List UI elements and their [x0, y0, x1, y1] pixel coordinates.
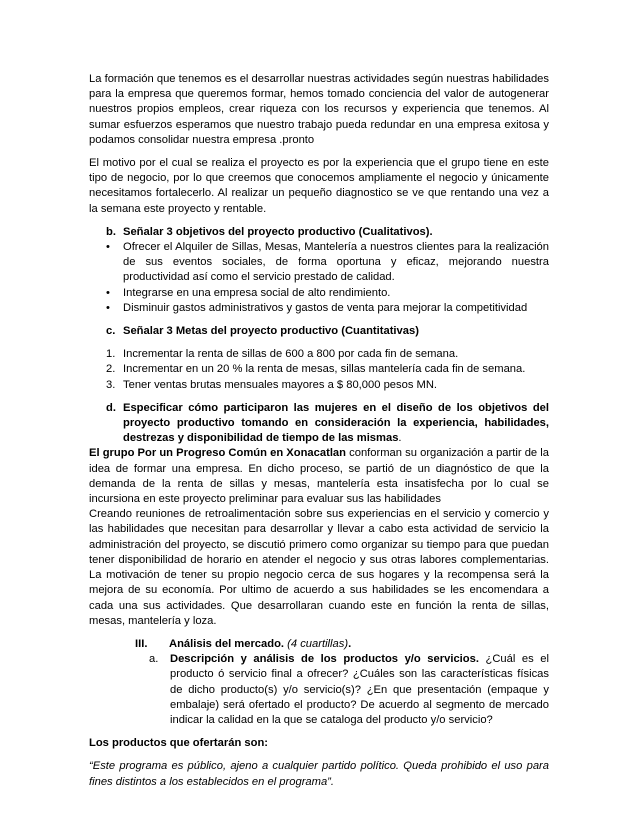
women-heading-label: d.	[106, 401, 116, 414]
objectives-heading	[89, 225, 549, 240]
list-item: • Ofrecer el Alquiler de Sillas, Mesas, Mantelería a nuestros clientes para la realización de sus eventos sociales, de forma oportuna y eficaz, mejorando nuestra productividad así como el servicio prestado de calidad.	[106, 240, 549, 286]
motive-paragraph: El motivo por el cual se realiza el proyecto es por la experiencia que el grupo tiene en este tipo de negocio, por lo que creemos que conocemos ampliamente el negocio y únicamente necesitamos fortalecerlo. Al realizar un pequeño diagnostico se ve que rentando una vez a la semana este proyecto y rentable.	[89, 157, 549, 215]
bullet-icon: •	[106, 286, 110, 299]
goals-heading	[89, 324, 549, 339]
list-item: 3. Tener ventas brutas mensuales mayores a $ 80,000 pesos MN.	[106, 378, 438, 391]
intro-paragraph: La formación que tenemos es el desarrollar nuestras actividades según nuestras habilidades para la empresa que queremos formar, hemos tomado conciencia del valor de autogenerar nuestros propios empleos, crear riqueza con los recursos y experiencia que tenemos. Al sumar esfuerzos esperamos que nuestro trabajo pueda redundar en una empresa exitosa y podamos consolidar nuestra empresa .pronto	[89, 73, 549, 146]
market-analysis-label: III.	[135, 637, 148, 650]
objectives-heading-label: b.	[106, 225, 116, 238]
women-heading-text: Especificar cómo participaron las mujeres en el diseño de los objetivos del proyecto productivo tomando en consideración la experiencia, habilidades, destrezas y disponibilidad de tiempo de las mismas	[123, 401, 549, 445]
goals-heading-text: Señalar 3 Metas del proyecto productivo (Cuantitativas)	[123, 325, 419, 338]
products-description-title: Descripción y análisis de los productos y/o servicios.	[170, 653, 479, 666]
goals-heading-label: c.	[106, 325, 116, 338]
meetings-paragraph: Creando reuniones de retroalimentación sobre sus experiencias en el servicio y comercio y las habilidades que necesitan para desarrollar y llevar a cabo esta actividad de servicio la administración del proyecto, se discutió primero como organizar su tiempo para que puedan tener disponibilidad de horario en atender el negocio y sus otras labores complementarias. La motivación de tener su propio negocio cerca de sus hogares y la recompensa será la mejora de su economía. Por ultimo de acuerdo a sus habilidades se les encomendara a cada una sus actividades. Que desarrollaran cuando este en función la renta de sillas, mesas, mantelería y loza.	[89, 508, 549, 627]
goals-list	[89, 347, 549, 393]
list-item: 2. Incrementar en un 20 % la renta de mesas, sillas mantelería cada fin de semana.	[106, 363, 526, 376]
products-description-item	[89, 652, 549, 728]
market-analysis-note: (4 cuartillas)	[287, 637, 349, 650]
women-participation-heading: d. Especificar cómo participaron las mujeres en el diseño de los objetivos del proyecto productivo tomando en consideración la experiencia, habilidades, destrezas y disponibilidad de tiempo de las mismas.	[89, 401, 549, 447]
objectives-heading-text: Señalar 3 objetivos del proyecto productivo (Cualitativos).	[123, 225, 433, 238]
list-item: • Disminuir gastos administrativos y gastos de venta para mejorar la competitividad	[106, 301, 549, 316]
bullet-icon: •	[106, 301, 110, 314]
products-description-label: a.	[149, 653, 159, 666]
market-analysis-title: Análisis del mercado.	[169, 637, 285, 650]
program-disclaimer: “Este programa es público, ajeno a cualquier partido político. Queda prohibido el uso para fines distintos a los establecidos en el programa”.	[89, 760, 549, 788]
list-item: • Integrarse en una empresa social de alto rendimiento.	[106, 286, 549, 301]
group-paragraph: El grupo Por un Progreso Común en Xonacatlan conforman su organización a partir de la idea de formar una empresa. En dicho proceso, se partió de un diagnóstico de que la demanda de la renta de sillas y mesas, mantelería esta insatisfecha por lo cual se incursiona en este proyecto preliminar para evaluar sus las habilidades	[89, 447, 550, 506]
list-item: 1. Incrementar la renta de sillas de 600 a 800 por cada fin de semana.	[106, 348, 459, 361]
products-heading: Los productos que ofertarán son:	[89, 737, 269, 750]
group-name: El grupo Por un Progreso Común en Xonacatlan	[89, 447, 346, 460]
products-description-question: ¿Cuál es el producto ó servicio final a ofrecer? ¿Cuáles son las características físicas de dicho producto(s) y/o servicio(s)? ¿En que presentación (empaque y embalaje) será ofertado el producto? De acuerdo al segmento de mercado indicar la calidad en la que se cataloga del producto y/o servicio?	[170, 653, 549, 726]
market-analysis-heading: III. Análisis del mercado. (4 cuartillas).	[89, 637, 549, 652]
document-page	[89, 72, 549, 790]
bullet-icon: •	[106, 241, 110, 254]
objectives-list	[89, 240, 549, 316]
